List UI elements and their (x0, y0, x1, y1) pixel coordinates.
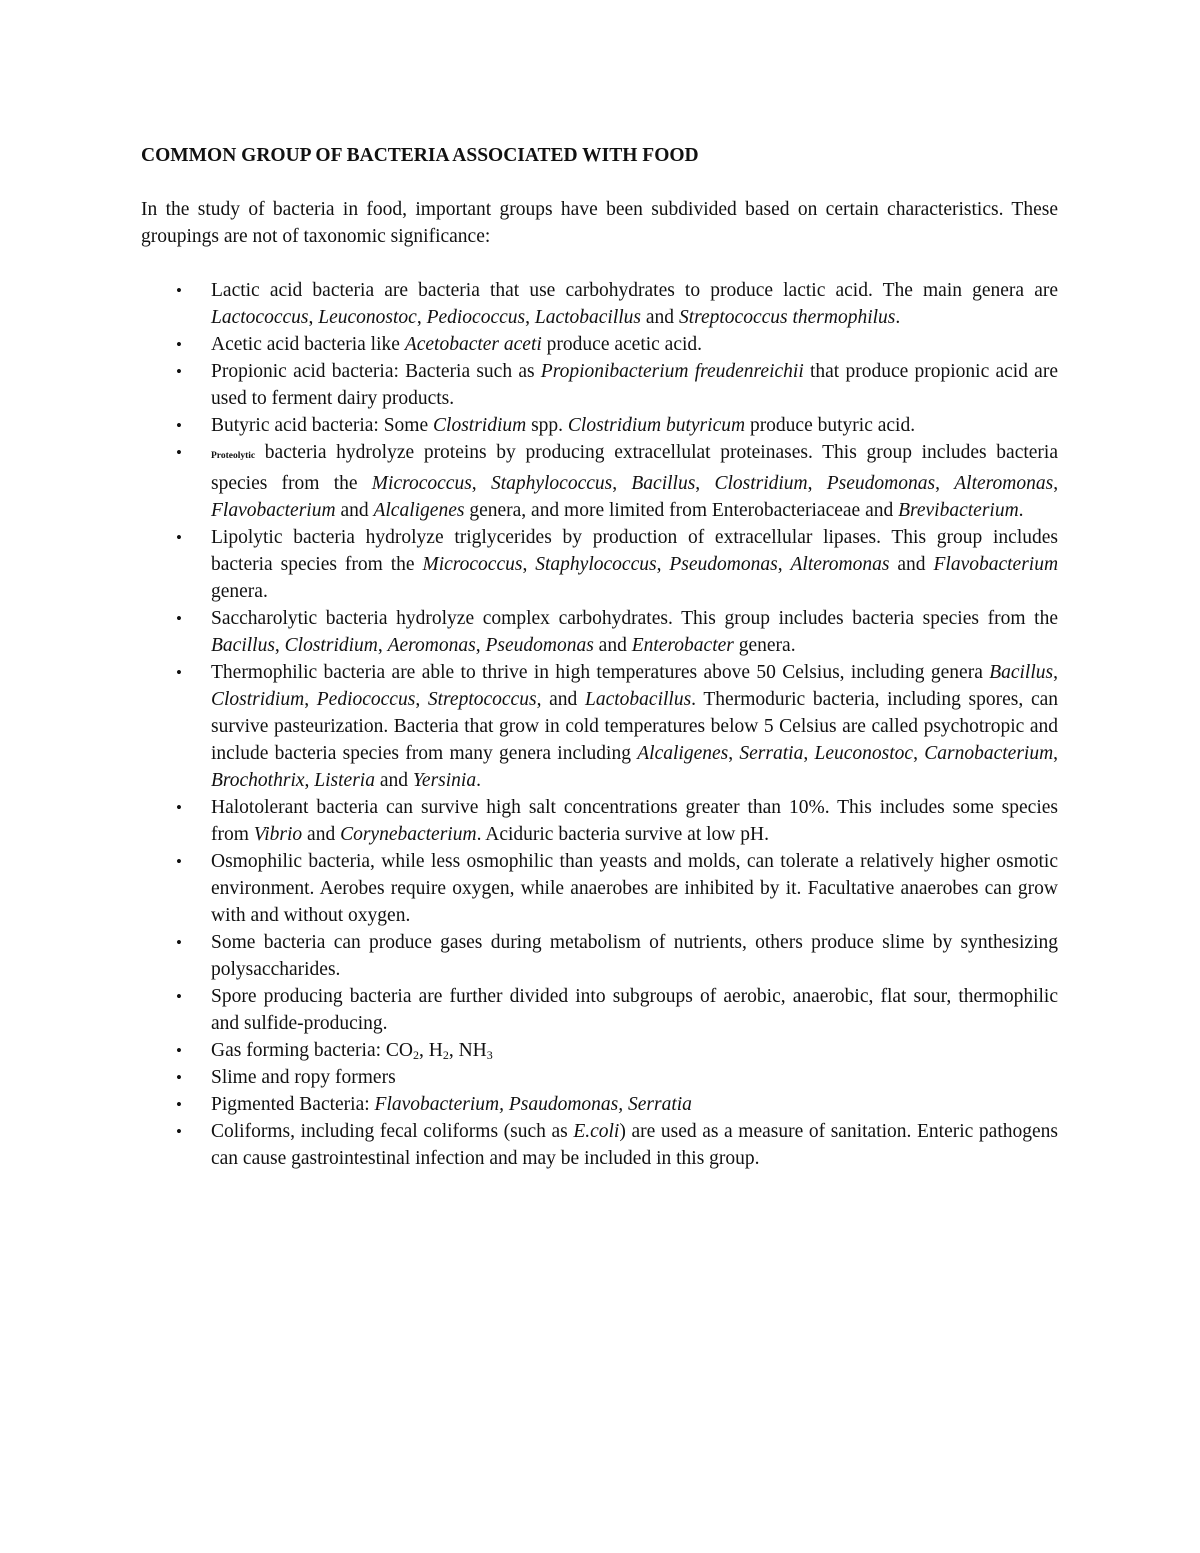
item-text: , (416, 307, 427, 328)
italic-genus-text: Bacillus (631, 473, 696, 494)
italic-genus-text: Alteromonas (954, 473, 1054, 494)
italic-genus-text: Leuconostoc (318, 307, 417, 328)
italic-genus-text: Alteromonas (790, 554, 890, 575)
italic-genus-text: Clostridium butyricum (567, 415, 746, 436)
item-text: , (1053, 473, 1059, 494)
italic-genus-text: Flavobacterium (933, 554, 1059, 575)
item-text: , (377, 635, 388, 656)
italic-genus-text: Alcaligenes (637, 743, 729, 764)
italic-genus-text: Pediococcus (426, 307, 526, 328)
list-item (141, 983, 1058, 1037)
item-text: genera. (211, 581, 268, 602)
list-item (141, 1091, 1058, 1118)
item-text: , (803, 743, 815, 764)
item-text: and (593, 635, 632, 656)
italic-genus-text: Lactobacillus (534, 307, 642, 328)
item-text: , (913, 743, 925, 764)
item-text: Coliforms, including fecal coliforms (such as (211, 1121, 574, 1142)
item-text: and (335, 500, 374, 521)
list-item (141, 358, 1058, 412)
small-label-text: Proteolytic (211, 451, 256, 461)
bullet-icon: • (176, 609, 182, 628)
item-text: , (935, 473, 955, 494)
italic-genus-text: Serratia (739, 743, 804, 764)
intro-paragraph: In the study of bacteria in food, important groups have been subdivided based on certain characteristics. These groupings are not of taxonomic significance: (141, 199, 1058, 247)
bullet-icon: • (176, 663, 182, 682)
italic-genus-text: Acetobacter aceti (404, 334, 542, 355)
item-text: Lipolytic bacteria hydrolyze triglycerides by production of extracellular lipases. This group includes bacteria species from the (211, 527, 1058, 575)
italic-genus-text: Clostridium (211, 689, 305, 710)
item-text: , and (536, 689, 585, 710)
italic-genus-text: Pseudomonas (669, 554, 778, 575)
bullet-icon: • (176, 362, 182, 381)
list-item (141, 331, 1058, 358)
item-text: Propionic acid bacteria: Bacteria such as (211, 361, 541, 382)
item-text: , (475, 635, 486, 656)
italic-genus-text: Clostridium (714, 473, 808, 494)
item-text: , (274, 635, 285, 656)
italic-genus-text: Yersinia (412, 770, 477, 791)
bullet-icon: • (176, 528, 182, 547)
italic-genus-text: Staphylococcus (535, 554, 657, 575)
italic-genus-text: Lactococcus (211, 307, 309, 328)
italic-genus-text: Streptococcus (427, 689, 537, 710)
item-text: . Thermoduric bacteria, including spores, can survive pasteurization. Bacteria that grow in cold temperatures below 5 Celsius are called psychotropic and include bacteria species from many genera including (211, 689, 1058, 764)
item-text: , (1053, 662, 1058, 683)
item-text: Osmophilic bacteria, while less osmophilic than yeasts and molds, can tolerate a relatively higher osmotic environment. Aerobes require oxygen, while anaerobes are inhibited by it. Facultative anaerobes can grow with and without oxygen. (211, 851, 1058, 926)
item-text: , (612, 473, 632, 494)
item-text: , (807, 473, 827, 494)
item-text: Halotolerant bacteria can survive high salt concentrations greater than 10%. This includes some species from (211, 797, 1058, 845)
item-text: , (415, 689, 428, 710)
item-text: , (522, 554, 536, 575)
item-text: Saccharolytic bacteria hydrolyze complex carbohydrates. This group includes bacteria species from the (211, 608, 1058, 629)
item-text: Some bacteria can produce gases during metabolism of nutrients, others produce slime by synthesizing polysaccharides. (211, 932, 1058, 980)
list-item (141, 794, 1058, 848)
list-item (141, 524, 1058, 605)
italic-genus-text: Flavobacterium, Psaudomonas, Serratia (374, 1094, 692, 1115)
item-text: Thermophilic bacteria are able to thrive in high temperatures above 50 Celsius, including genera (211, 662, 990, 683)
item-text: , (525, 307, 535, 328)
item-text: Spore producing bacteria are further divided into subgroups of aerobic, anaerobic, flat sour, thermophilic and sulfide-producing. (211, 986, 1058, 1034)
italic-genus-text: Flavobacterium (211, 500, 336, 521)
italic-genus-text: Bacillus (989, 662, 1054, 683)
item-text: produce acetic acid. (541, 334, 703, 355)
item-text: ) are used as a measure of sanitation. Enteric pathogens can cause gastrointestinal infection and may be included in this group. (211, 1121, 1058, 1169)
item-text: Lactic acid bacteria are bacteria that use carbohydrates to produce lactic acid. The main genera are (211, 280, 1058, 301)
list-item (141, 412, 1058, 439)
italic-genus-text: Enterobacter (631, 635, 734, 656)
list-item (141, 1037, 1058, 1064)
bacteria-group-list (141, 277, 1058, 1172)
italic-genus-text: Micrococcus (422, 554, 523, 575)
italic-genus-text: Pediococcus (316, 689, 416, 710)
italic-genus-text: Alcaligenes (373, 500, 465, 521)
item-text: , (656, 554, 670, 575)
bullet-icon: • (176, 1122, 182, 1141)
item-text: , (695, 473, 715, 494)
item-text: that produce propionic acid are used to ferment dairy products. (211, 361, 1058, 409)
item-text: Slime and ropy formers (211, 1067, 396, 1088)
subscript-text: 2 (442, 1048, 449, 1062)
bullet-icon: • (176, 335, 182, 354)
item-text: . (895, 307, 901, 328)
italic-genus-text: E.coli (573, 1121, 620, 1142)
italic-genus-text: Aeromonas (387, 635, 476, 656)
italic-genus-text: Streptococcus thermophilus (678, 307, 896, 328)
document-body (141, 142, 1058, 1172)
subscript-text: 2 (412, 1048, 419, 1062)
italic-genus-text: Micrococcus (371, 473, 472, 494)
italic-genus-text: Clostridium (433, 415, 527, 436)
italic-genus-text: Listeria (314, 770, 375, 791)
item-text: spp. (526, 415, 568, 436)
document-title: COMMON GROUP OF BACTERIA ASSOCIATED WITH FOOD (141, 145, 699, 166)
item-text: Acetic acid bacteria like (211, 334, 405, 355)
italic-genus-text: Brevibacterium (898, 500, 1019, 521)
list-item (141, 929, 1058, 983)
bullet-icon: • (176, 1095, 182, 1114)
item-text: produce butyric acid. (745, 415, 916, 436)
italic-genus-text: Bacillus (211, 635, 275, 656)
item-text: , NH (448, 1040, 487, 1061)
item-text: Gas forming bacteria: CO (211, 1040, 413, 1061)
item-text: . (476, 770, 481, 791)
italic-genus-text: Carnobacterium (924, 743, 1054, 764)
italic-genus-text: Clostridium (284, 635, 378, 656)
item-text: , (471, 473, 491, 494)
list-item (141, 1118, 1058, 1172)
bullet-icon: • (176, 933, 182, 952)
item-text: bacteria hydrolyze proteins by producing extracellulat proteinases. This group includes bacteria species from the (211, 442, 1058, 494)
list-item (141, 659, 1058, 794)
italic-genus-text: Staphylococcus (490, 473, 613, 494)
item-text: , H (418, 1040, 443, 1061)
bullet-icon: • (176, 281, 182, 300)
bullet-icon: • (176, 443, 182, 462)
bullet-icon: • (176, 1041, 182, 1060)
italic-genus-text: Pseudomonas (826, 473, 936, 494)
italic-genus-text: Lactobacillus (585, 689, 692, 710)
subscript-text: 3 (486, 1048, 493, 1062)
list-item (141, 605, 1058, 659)
item-text: . (1018, 500, 1024, 521)
italic-genus-text: Propionibacterium freudenreichii (540, 361, 804, 382)
bullet-icon: • (176, 416, 182, 435)
list-item (141, 439, 1058, 524)
italic-genus-text: Leuconostoc (814, 743, 914, 764)
italic-genus-text: Pseudomonas (485, 635, 594, 656)
list-item (141, 277, 1058, 331)
item-text: , (308, 307, 319, 328)
italic-genus-text: Corynebacterium (340, 824, 477, 845)
item-text: Butyric acid bacteria: Some (211, 415, 434, 436)
item-text: and (889, 554, 934, 575)
list-item (141, 1064, 1058, 1091)
item-text: Pigmented Bacteria: (211, 1094, 375, 1115)
item-text: , (1053, 743, 1059, 764)
item-text: , (304, 689, 317, 710)
italic-genus-text: Brochothrix (211, 770, 305, 791)
item-text: and (302, 824, 341, 845)
item-text: and (374, 770, 413, 791)
bullet-icon: • (176, 798, 182, 817)
italic-genus-text: Vibrio (253, 824, 303, 845)
bullet-icon: • (176, 987, 182, 1006)
item-text: . Aciduric bacteria survive at low pH. (476, 824, 769, 845)
bullet-icon: • (176, 852, 182, 871)
list-item (141, 848, 1058, 929)
item-text: genera. (733, 635, 796, 656)
item-text: , (728, 743, 740, 764)
item-text: genera, and more limited from Enterobacteriaceae and (464, 500, 899, 521)
item-text: , (777, 554, 791, 575)
bullet-icon: • (176, 1068, 182, 1087)
item-text: and (641, 307, 679, 328)
item-text: , (304, 770, 315, 791)
